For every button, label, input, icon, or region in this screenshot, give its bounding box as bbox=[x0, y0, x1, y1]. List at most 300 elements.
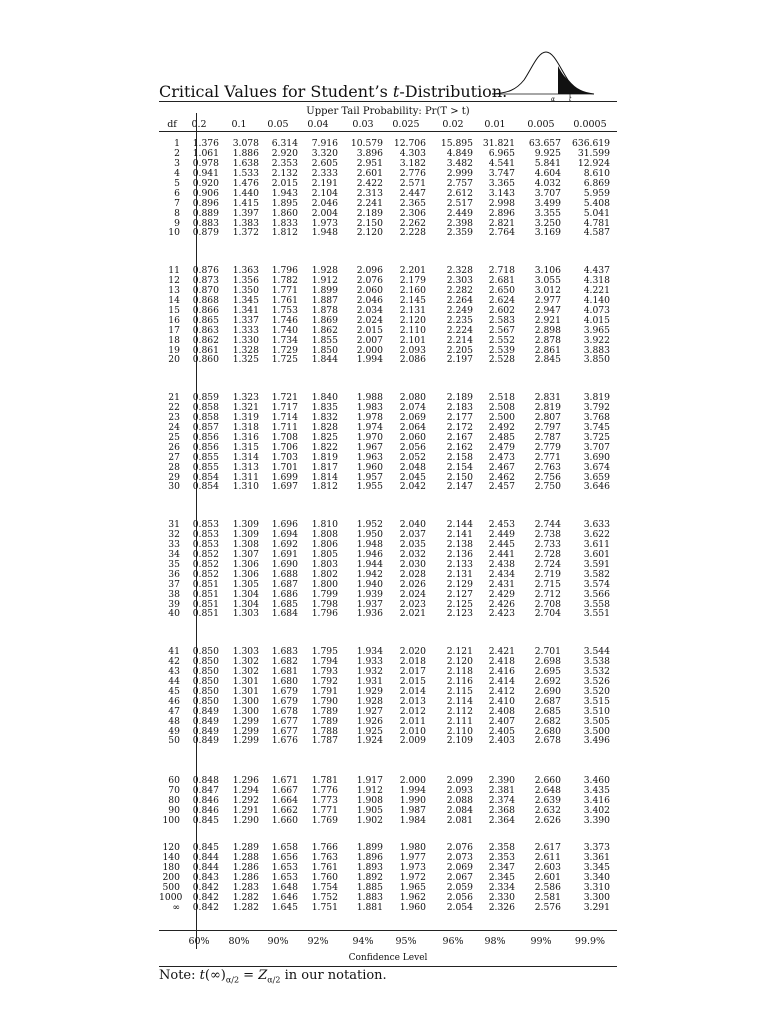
value-cell: 3.482 bbox=[446, 157, 473, 169]
table-row bbox=[159, 336, 617, 346]
value-cell: 2.020 bbox=[399, 646, 426, 657]
value-cell: 3.544 bbox=[583, 646, 610, 657]
column-header-8: 0.01 bbox=[484, 119, 506, 130]
value-cell: 1.383 bbox=[232, 217, 259, 229]
value-cell: 2.898 bbox=[534, 324, 561, 336]
value-cell: 0.851 bbox=[192, 578, 219, 590]
value-cell: 1.653 bbox=[271, 861, 298, 873]
value-cell: 0.853 bbox=[192, 528, 219, 540]
value-cell: 1.948 bbox=[311, 227, 338, 239]
value-cell: 2.131 bbox=[399, 304, 426, 316]
value-cell: 1.680 bbox=[271, 675, 298, 687]
value-cell: 3.707 bbox=[583, 441, 610, 453]
value-cell: 1.476 bbox=[232, 177, 259, 189]
value-cell: 2.032 bbox=[399, 548, 426, 560]
df-cell: 32 bbox=[168, 528, 180, 540]
value-cell: 0.852 bbox=[192, 568, 219, 580]
value-cell: 3.574 bbox=[583, 578, 610, 590]
value-cell: 3.055 bbox=[534, 274, 561, 286]
value-cell: 2.282 bbox=[446, 284, 473, 296]
value-cell: 1.988 bbox=[356, 392, 383, 403]
value-cell: 2.364 bbox=[488, 814, 515, 826]
value-cell: 1.292 bbox=[232, 794, 259, 806]
value-cell: 2.052 bbox=[399, 451, 426, 463]
value-cell: 2.042 bbox=[399, 481, 426, 493]
value-cell: 2.347 bbox=[488, 861, 515, 873]
value-cell: 3.896 bbox=[356, 147, 383, 159]
value-cell: 2.571 bbox=[399, 177, 426, 189]
value-cell: 1.850 bbox=[311, 344, 338, 356]
df-cell: ∞ bbox=[172, 901, 180, 913]
value-cell: 1.740 bbox=[271, 324, 298, 336]
value-cell: 1.321 bbox=[232, 401, 259, 413]
value-cell: 1.793 bbox=[311, 665, 338, 677]
value-cell: 1.899 bbox=[356, 842, 383, 853]
value-cell: 2.023 bbox=[399, 598, 426, 610]
value-cell: 4.073 bbox=[583, 304, 610, 316]
value-cell: 2.998 bbox=[488, 197, 515, 209]
value-cell: 1.753 bbox=[271, 304, 298, 316]
value-cell: 2.421 bbox=[488, 646, 515, 657]
value-cell: 1.316 bbox=[232, 431, 259, 443]
value-cell: 3.745 bbox=[583, 421, 610, 433]
value-cell: 12.706 bbox=[393, 138, 426, 149]
df-cell: 8 bbox=[174, 207, 180, 219]
value-cell: 636.619 bbox=[572, 138, 610, 149]
value-cell: 3.310 bbox=[583, 881, 610, 893]
value-cell: 2.601 bbox=[534, 871, 561, 883]
value-cell: 1.812 bbox=[311, 481, 338, 493]
value-cell: 1.828 bbox=[311, 421, 338, 433]
value-cell: 1.725 bbox=[271, 354, 298, 366]
df-cell: 16 bbox=[168, 314, 180, 326]
value-cell: 4.587 bbox=[583, 227, 610, 239]
page-title: Critical Values for Student’s t-Distribution. bbox=[159, 82, 508, 101]
df-cell: 200 bbox=[162, 871, 180, 883]
value-cell: 2.698 bbox=[534, 655, 561, 667]
value-cell: 0.847 bbox=[192, 784, 219, 796]
value-cell: 2.183 bbox=[446, 401, 473, 413]
value-cell: 1.814 bbox=[311, 471, 338, 483]
value-cell: 3.361 bbox=[583, 851, 610, 863]
value-cell: 1.686 bbox=[271, 588, 298, 600]
value-cell: 2.999 bbox=[446, 167, 473, 179]
value-cell: 1.791 bbox=[311, 685, 338, 697]
value-cell: 2.326 bbox=[488, 901, 515, 913]
value-cell: 3.659 bbox=[583, 471, 610, 483]
df-cell: 180 bbox=[162, 861, 180, 873]
value-cell: 1.760 bbox=[311, 871, 338, 883]
value-cell: 2.624 bbox=[488, 294, 515, 306]
value-cell: 1.397 bbox=[232, 207, 259, 219]
df-cell: 5 bbox=[174, 177, 180, 189]
df-cell: 40 bbox=[168, 608, 180, 620]
value-cell: 1.308 bbox=[232, 538, 259, 550]
value-cell: 2.632 bbox=[534, 804, 561, 816]
value-cell: 1.664 bbox=[271, 794, 298, 806]
value-cell: 2.831 bbox=[534, 392, 561, 403]
value-cell: 2.099 bbox=[446, 775, 473, 786]
value-cell: 1.862 bbox=[311, 324, 338, 336]
value-cell: 1.306 bbox=[232, 568, 259, 580]
value-cell: 2.235 bbox=[446, 314, 473, 326]
value-cell: 1.937 bbox=[356, 598, 383, 610]
value-cell: 1.533 bbox=[232, 167, 259, 179]
value-cell: 2.445 bbox=[488, 538, 515, 550]
value-cell: 0.866 bbox=[192, 304, 219, 316]
column-header-3: 0.05 bbox=[267, 119, 289, 130]
value-cell: 2.015 bbox=[399, 675, 426, 687]
value-cell: 2.084 bbox=[446, 804, 473, 816]
value-cell: 1.306 bbox=[232, 558, 259, 570]
value-cell: 1.832 bbox=[311, 411, 338, 423]
value-cell: 0.844 bbox=[192, 861, 219, 873]
value-cell: 3.250 bbox=[534, 217, 561, 229]
column-header-9: 0.005 bbox=[527, 119, 555, 130]
value-cell: 2.704 bbox=[534, 608, 561, 620]
value-cell: 6.965 bbox=[488, 147, 515, 159]
value-cell: 0.850 bbox=[192, 685, 219, 697]
value-cell: 2.583 bbox=[488, 314, 515, 326]
value-cell: 2.224 bbox=[446, 324, 473, 336]
value-cell: 1.286 bbox=[232, 861, 259, 873]
value-cell: 2.024 bbox=[356, 314, 383, 326]
value-cell: 2.680 bbox=[534, 725, 561, 737]
value-cell: 2.612 bbox=[446, 187, 473, 199]
value-cell: 1.796 bbox=[271, 265, 298, 276]
value-cell: 2.046 bbox=[356, 294, 383, 306]
value-cell: 1.694 bbox=[271, 528, 298, 540]
value-cell: 0.862 bbox=[192, 334, 219, 346]
value-cell: 0.853 bbox=[192, 538, 219, 550]
value-cell: 2.017 bbox=[399, 665, 426, 677]
value-cell: 2.685 bbox=[534, 705, 561, 717]
value-cell: 1.960 bbox=[399, 901, 426, 913]
df-cell: 15 bbox=[168, 304, 180, 316]
value-cell: 0.849 bbox=[192, 725, 219, 737]
column-header-row bbox=[159, 119, 617, 131]
value-cell: 0.850 bbox=[192, 655, 219, 667]
value-cell: 2.080 bbox=[399, 392, 426, 403]
value-cell: 1.771 bbox=[271, 284, 298, 296]
value-cell: 1.701 bbox=[271, 461, 298, 473]
value-cell: 2.197 bbox=[446, 354, 473, 366]
value-cell: 12.924 bbox=[577, 157, 610, 169]
row-group-2 bbox=[159, 266, 617, 365]
value-cell: 2.552 bbox=[488, 334, 515, 346]
value-cell: 1.376 bbox=[192, 138, 219, 149]
value-cell: 2.333 bbox=[311, 167, 338, 179]
value-cell: 1.773 bbox=[311, 794, 338, 806]
value-cell: 1.885 bbox=[356, 881, 383, 893]
value-cell: 3.922 bbox=[583, 334, 610, 346]
value-cell: 3.965 bbox=[583, 324, 610, 336]
value-cell: 2.408 bbox=[488, 705, 515, 717]
value-cell: 3.792 bbox=[583, 401, 610, 413]
value-cell: 0.858 bbox=[192, 411, 219, 423]
df-cell: 42 bbox=[168, 655, 180, 667]
value-cell: 2.009 bbox=[399, 735, 426, 747]
value-cell: 1.646 bbox=[271, 891, 298, 903]
value-cell: 2.069 bbox=[446, 861, 473, 873]
value-cell: 2.492 bbox=[488, 421, 515, 433]
value-cell: 2.145 bbox=[399, 294, 426, 306]
value-cell: 1.987 bbox=[399, 804, 426, 816]
value-cell: 1.912 bbox=[311, 274, 338, 286]
value-cell: 1.323 bbox=[232, 392, 259, 403]
value-cell: 1.972 bbox=[399, 871, 426, 883]
value-cell: 0.853 bbox=[192, 519, 219, 530]
value-cell: 0.851 bbox=[192, 608, 219, 620]
value-cell: 5.959 bbox=[583, 187, 610, 199]
t-label: t bbox=[569, 96, 572, 102]
value-cell: 2.110 bbox=[399, 324, 426, 336]
value-cell: 3.768 bbox=[583, 411, 610, 423]
value-cell: 2.160 bbox=[399, 284, 426, 296]
value-cell: 0.843 bbox=[192, 871, 219, 883]
value-cell: 2.101 bbox=[399, 334, 426, 346]
df-cell: 25 bbox=[168, 431, 180, 443]
value-cell: 1.282 bbox=[232, 891, 259, 903]
value-cell: 4.221 bbox=[583, 284, 610, 296]
df-cell: 2 bbox=[174, 147, 180, 159]
value-cell: 1.300 bbox=[232, 695, 259, 707]
df-cell: 60 bbox=[168, 775, 180, 786]
value-cell: 1.717 bbox=[271, 401, 298, 413]
df-cell: 1 bbox=[174, 138, 180, 149]
value-cell: 4.140 bbox=[583, 294, 610, 306]
value-cell: 2.056 bbox=[399, 441, 426, 453]
df-cell: 44 bbox=[168, 675, 180, 687]
value-cell: 2.695 bbox=[534, 665, 561, 677]
value-cell: 2.449 bbox=[446, 207, 473, 219]
value-cell: 2.576 bbox=[534, 901, 561, 913]
value-cell: 1.658 bbox=[271, 842, 298, 853]
value-cell: 2.733 bbox=[534, 538, 561, 550]
value-cell: 1.810 bbox=[311, 519, 338, 530]
value-cell: 2.603 bbox=[534, 861, 561, 873]
value-cell: 2.410 bbox=[488, 695, 515, 707]
value-cell: 3.538 bbox=[583, 655, 610, 667]
value-cell: 0.854 bbox=[192, 471, 219, 483]
value-cell: 3.078 bbox=[232, 138, 259, 149]
value-cell: 3.291 bbox=[583, 901, 610, 913]
value-cell: 2.120 bbox=[356, 227, 383, 239]
df-cell: 500 bbox=[162, 881, 180, 893]
value-cell: 1.313 bbox=[232, 461, 259, 473]
value-cell: 2.528 bbox=[488, 354, 515, 366]
value-cell: 1.309 bbox=[232, 519, 259, 530]
value-cell: 1.929 bbox=[356, 685, 383, 697]
value-cell: 1.769 bbox=[311, 814, 338, 826]
value-cell: 1.917 bbox=[356, 775, 383, 786]
value-cell: 1.794 bbox=[311, 655, 338, 667]
value-cell: 2.756 bbox=[534, 471, 561, 483]
value-cell: 1.314 bbox=[232, 451, 259, 463]
column-header-10: 0.0005 bbox=[573, 119, 607, 130]
df-cell: 1000 bbox=[159, 891, 183, 903]
value-cell: 1.855 bbox=[311, 334, 338, 346]
value-cell: 1.309 bbox=[232, 528, 259, 540]
value-cell: 1.933 bbox=[356, 655, 383, 667]
value-cell: 2.365 bbox=[399, 197, 426, 209]
value-cell: 2.692 bbox=[534, 675, 561, 687]
value-cell: 2.110 bbox=[446, 725, 473, 737]
value-cell: 2.771 bbox=[534, 451, 561, 463]
value-cell: 0.845 bbox=[192, 814, 219, 826]
value-cell: 2.123 bbox=[446, 608, 473, 620]
value-cell: 5.841 bbox=[534, 157, 561, 169]
value-cell: 2.073 bbox=[446, 851, 473, 863]
value-cell: 2.764 bbox=[488, 227, 515, 239]
value-cell: 1.303 bbox=[232, 646, 259, 657]
value-cell: 2.189 bbox=[356, 207, 383, 219]
value-cell: 6.314 bbox=[271, 138, 298, 149]
value-cell: 2.787 bbox=[534, 431, 561, 443]
value-cell: 2.977 bbox=[534, 294, 561, 306]
value-cell: 2.076 bbox=[356, 274, 383, 286]
value-cell: 3.435 bbox=[583, 784, 610, 796]
value-cell: 1.825 bbox=[311, 431, 338, 443]
value-cell: 1.677 bbox=[271, 715, 298, 727]
value-cell: 1.984 bbox=[399, 814, 426, 826]
value-cell: 2.861 bbox=[534, 344, 561, 356]
value-cell: 2.719 bbox=[534, 568, 561, 580]
value-cell: 4.781 bbox=[583, 217, 610, 229]
value-cell: 1.679 bbox=[271, 685, 298, 697]
value-cell: 0.861 bbox=[192, 344, 219, 356]
value-cell: 2.018 bbox=[399, 655, 426, 667]
value-cell: 2.154 bbox=[446, 461, 473, 473]
value-cell: 2.048 bbox=[399, 461, 426, 473]
value-cell: 15.895 bbox=[440, 138, 473, 149]
table-row bbox=[159, 228, 617, 238]
value-cell: 1.800 bbox=[311, 578, 338, 590]
value-cell: 0.868 bbox=[192, 294, 219, 306]
value-cell: 1.799 bbox=[311, 588, 338, 600]
value-cell: 2.060 bbox=[399, 431, 426, 443]
df-cell: 41 bbox=[168, 646, 180, 657]
value-cell: 3.510 bbox=[583, 705, 610, 717]
value-cell: 2.718 bbox=[488, 265, 515, 276]
value-cell: 3.416 bbox=[583, 794, 610, 806]
value-cell: 2.678 bbox=[534, 735, 561, 747]
value-cell: 2.004 bbox=[311, 207, 338, 219]
value-cell: 0.879 bbox=[192, 227, 219, 239]
confidence-level-1: 60% bbox=[188, 936, 210, 947]
value-cell: 2.007 bbox=[356, 334, 383, 346]
value-cell: 2.381 bbox=[488, 784, 515, 796]
value-cell: 2.353 bbox=[488, 851, 515, 863]
value-cell: 3.747 bbox=[488, 167, 515, 179]
value-cell: 2.407 bbox=[488, 715, 515, 727]
value-cell: 2.398 bbox=[446, 217, 473, 229]
value-cell: 4.303 bbox=[399, 147, 426, 159]
value-cell: 1.294 bbox=[232, 784, 259, 796]
value-cell: 4.015 bbox=[583, 314, 610, 326]
value-cell: 1.289 bbox=[232, 842, 259, 853]
value-cell: 2.447 bbox=[399, 187, 426, 199]
value-cell: 1.787 bbox=[311, 735, 338, 747]
value-cell: 2.056 bbox=[446, 891, 473, 903]
value-cell: 2.626 bbox=[534, 814, 561, 826]
value-cell: 1.328 bbox=[232, 344, 259, 356]
value-cell: 1.296 bbox=[232, 775, 259, 786]
value-cell: 2.045 bbox=[399, 471, 426, 483]
table-row bbox=[159, 609, 617, 619]
value-cell: 0.860 bbox=[192, 354, 219, 366]
value-cell: 2.611 bbox=[534, 851, 561, 863]
value-cell: 2.757 bbox=[446, 177, 473, 189]
value-cell: 2.807 bbox=[534, 411, 561, 423]
value-cell: 2.617 bbox=[534, 842, 561, 853]
value-cell: 2.479 bbox=[488, 441, 515, 453]
value-cell: 1.886 bbox=[232, 147, 259, 159]
df-cell: 17 bbox=[168, 324, 180, 336]
df-cell: 11 bbox=[168, 265, 180, 276]
value-cell: 1.942 bbox=[356, 568, 383, 580]
value-cell: 2.896 bbox=[488, 207, 515, 219]
footer-rule bbox=[159, 966, 617, 967]
value-cell: 2.508 bbox=[488, 401, 515, 413]
column-header-5: 0.03 bbox=[352, 119, 374, 130]
title-t: t bbox=[392, 82, 400, 101]
value-cell: 1.973 bbox=[311, 217, 338, 229]
value-cell: 2.650 bbox=[488, 284, 515, 296]
value-cell: 3.355 bbox=[534, 207, 561, 219]
value-cell: 2.418 bbox=[488, 655, 515, 667]
value-cell: 0.889 bbox=[192, 207, 219, 219]
value-cell: 4.437 bbox=[583, 265, 610, 276]
value-cell: 2.845 bbox=[534, 354, 561, 366]
value-cell: 4.318 bbox=[583, 274, 610, 286]
value-cell: 2.081 bbox=[446, 814, 473, 826]
value-cell: 1.798 bbox=[311, 598, 338, 610]
value-cell: 2.109 bbox=[446, 735, 473, 747]
value-cell: 2.114 bbox=[446, 695, 473, 707]
value-cell: 0.842 bbox=[192, 901, 219, 913]
value-cell: 1.925 bbox=[356, 725, 383, 737]
confidence-level-10: 99.9% bbox=[574, 936, 606, 947]
value-cell: 0.845 bbox=[192, 842, 219, 853]
value-cell: 2.485 bbox=[488, 431, 515, 443]
table-row bbox=[159, 463, 617, 473]
value-cell: 3.340 bbox=[583, 871, 610, 883]
value-cell: 1.905 bbox=[356, 804, 383, 816]
value-cell: 3.532 bbox=[583, 665, 610, 677]
df-cell: 140 bbox=[162, 851, 180, 863]
value-cell: 0.846 bbox=[192, 794, 219, 806]
value-cell: 2.403 bbox=[488, 735, 515, 747]
value-cell: 3.850 bbox=[583, 354, 610, 366]
value-cell: 1.895 bbox=[271, 197, 298, 209]
value-cell: 1.939 bbox=[356, 588, 383, 600]
top-rule bbox=[159, 101, 617, 102]
df-cell: 46 bbox=[168, 695, 180, 707]
value-cell: 1.746 bbox=[271, 314, 298, 326]
value-cell: 1.927 bbox=[356, 705, 383, 717]
value-cell: 0.855 bbox=[192, 451, 219, 463]
value-cell: 3.320 bbox=[311, 147, 338, 159]
value-cell: 2.602 bbox=[488, 304, 515, 316]
value-cell: 3.819 bbox=[583, 392, 610, 403]
value-cell: 1.656 bbox=[271, 851, 298, 863]
value-cell: 1.685 bbox=[271, 598, 298, 610]
value-cell: 0.857 bbox=[192, 421, 219, 433]
value-cell: 2.214 bbox=[446, 334, 473, 346]
value-cell: 1.754 bbox=[311, 881, 338, 893]
value-cell: 1.714 bbox=[271, 411, 298, 423]
